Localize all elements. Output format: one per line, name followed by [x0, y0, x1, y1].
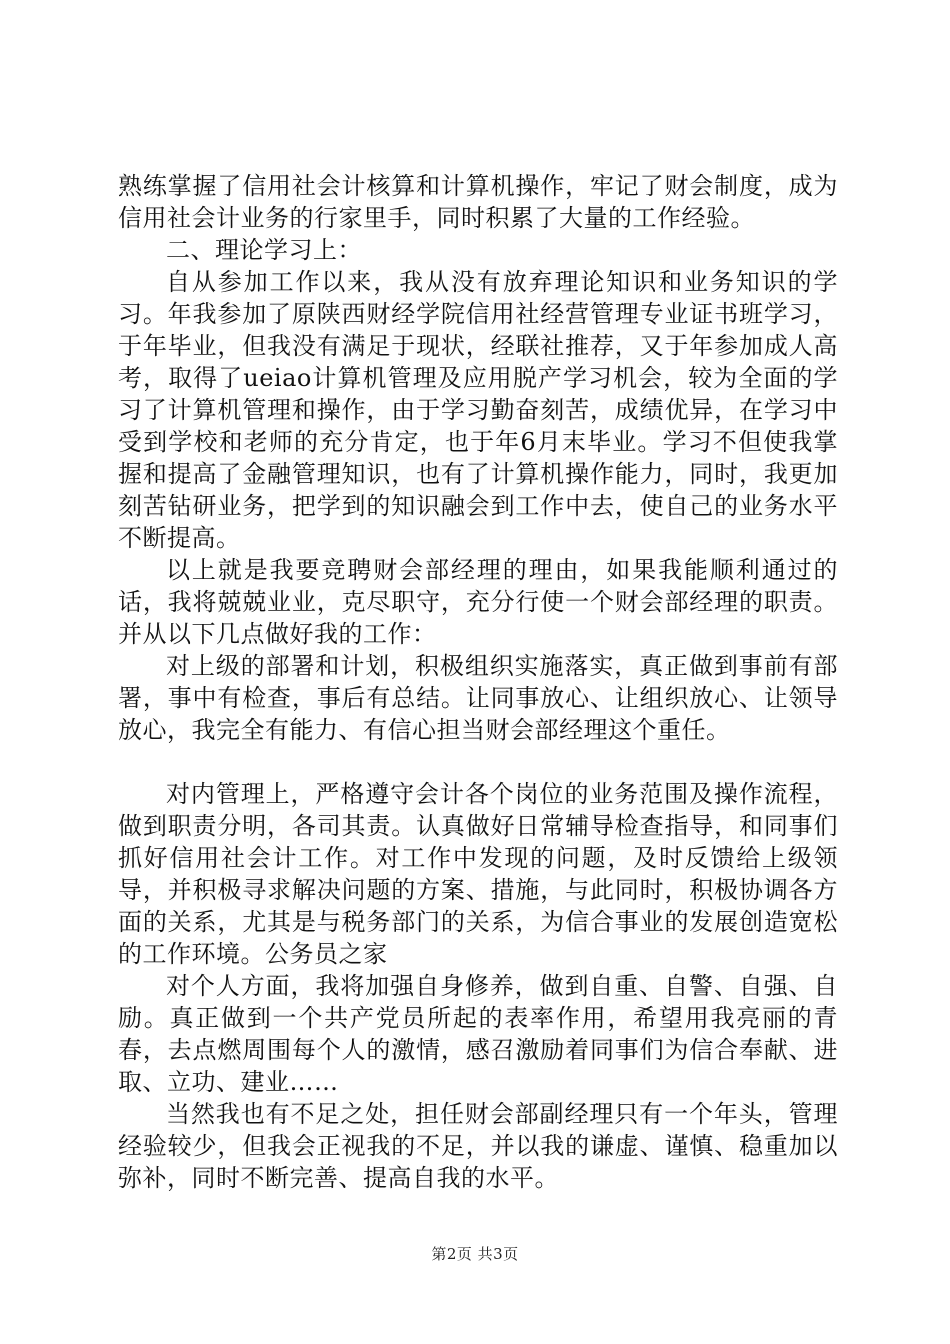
document-body [118, 170, 838, 1194]
section-heading: 二、理论学习上： [166, 236, 362, 264]
paragraph-continuation: 熟练掌握了信用社会计核算和计算机操作，牢记了财会制度，成为信用社会计业务的行家里手，同时积累了大量的工作经验。 [118, 172, 838, 232]
page-number-footer: 第2页 共3页 [431, 1245, 519, 1263]
paragraph-theory-study: 自从参加工作以来，我从没有放弃理论知识和业务知识的学习。年我参加了原陕西财经学院信用社经营管理专业证书班学习，于年毕业，但我没有满足于现状，经联社推荐，又于年参加成人高考，取得了ueiao计算机管理及应用脱产学习机会，较为全面的学习了计算机管理和操作，由于学习勤奋刻苦，成绩优异，在学习中受到学校和老师的充分肯定，也于年6月末毕业。学习不但使我掌握和提高了金融管理知识，也有了计算机操作能力，同时，我更加刻苦钻研业务，把学到的知识融会到工作中去，使自己的业务水平不断提高。 [118, 268, 838, 552]
paragraph-reason: 以上就是我要竞聘财会部经理的理由，如果我能顺利通过的话，我将兢兢业业，克尽职守，充分行使一个财会部经理的职责。并从以下几点做好我的工作： [118, 556, 838, 648]
paragraph-personal: 对个人方面，我将加强自身修养，做到自重、自警、自强、自励。真正做到一个共产党员所起的表率作用，希望用我亮丽的青春，去点燃周围每个人的激情，感召激励着同事们为信合奉献、进取、立功、建业…… [118, 972, 838, 1096]
paragraph-shortcomings: 当然我也有不足之处，担任财会部副经理只有一个年头，管理经验较少，但我会正视我的不足，并以我的谦虚、谨慎、稳重加以弥补，同时不断完善、提高自我的水平。 [118, 1100, 838, 1192]
paragraph-superior-plans: 对上级的部署和计划，积极组织实施落实，真正做到事前有部署，事中有检查，事后有总结。让同事放心、让组织放心、让领导放心，我完全有能力、有信心担当财会部经理这个重任。 [118, 652, 838, 744]
paragraph-internal-management: 对内管理上，严格遵守会计各个岗位的业务范围及操作流程，做到职责分明，各司其责。认真做好日常辅导检查指导，和同事们抓好信用社会计工作。对工作中发现的问题，及时反馈给上级领导，并积极寻求解决问题的方案、措施，与此同时，积极协调各方面的关系，尤其是与税务部门的关系，为信合事业的发展创造宽松的工作环境。公务员之家 [118, 780, 838, 968]
